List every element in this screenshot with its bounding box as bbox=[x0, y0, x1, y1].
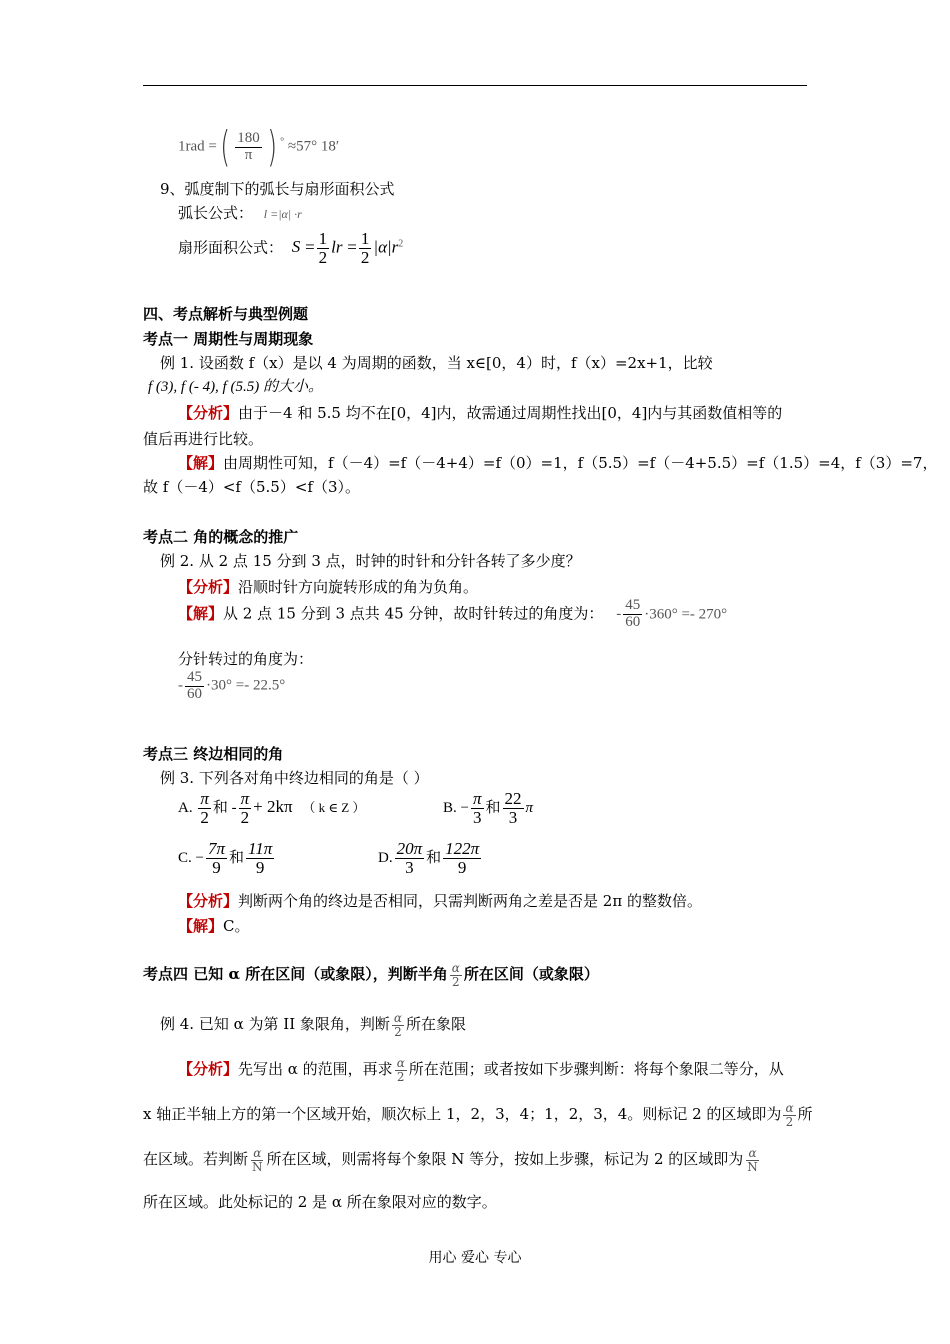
arc-length-label: 弧长公式： bbox=[178, 204, 254, 222]
section-title: 四、考点解析与典型例题 bbox=[143, 305, 309, 323]
kd3-solution bbox=[178, 917, 250, 935]
d-den2: 9 bbox=[457, 857, 467, 877]
c-num2: 11π bbox=[248, 839, 273, 858]
option-c bbox=[178, 840, 276, 877]
kd4-analysis-line1 bbox=[178, 1057, 784, 1083]
analysis-tag: 【分析】 bbox=[178, 578, 239, 596]
item-9-title: 9、弧度制下的弧长与扇形面积公式 bbox=[160, 180, 395, 198]
option-c-label: C. − bbox=[178, 849, 204, 866]
fx-alpha-den: 2 bbox=[396, 1069, 405, 1084]
rad-approx: ≈57° 18′ bbox=[287, 138, 340, 155]
a-condition: （ k ∈ Z ） bbox=[302, 799, 366, 815]
kd3-title: 考点三 终边相同的角 bbox=[143, 745, 284, 763]
kd1-analysis-line1 bbox=[178, 404, 782, 422]
sector-half-den: 2 bbox=[318, 247, 328, 267]
rad-conversion-formula: 1rad =( $\frac{180}{\pi}$ ) ° ≈57° 18′ bbox=[178, 122, 340, 171]
sector-lr: lr bbox=[331, 237, 343, 257]
c-and: 和 bbox=[229, 849, 245, 866]
kd3-example: 例 3. 下列各对角中终边相同的角是（ ） bbox=[160, 769, 429, 787]
kd3-analysis-text: 判断两个角的终边是否相同，只需判断两角之差是否是 2π 的整数倍。 bbox=[238, 892, 702, 910]
c-num1: 7π bbox=[207, 839, 225, 858]
kd4-analysis-line2 bbox=[143, 1102, 813, 1128]
kd1-example-line1: 例 1. 设函数 f（x）是以 4 为周期的函数，当 x∈[0，4）时，f（x）=2x+1，比较 bbox=[160, 354, 713, 372]
kd4-example bbox=[160, 1012, 466, 1038]
solution-tag: 【解】 bbox=[178, 604, 224, 623]
sector-eq2: = bbox=[347, 237, 357, 257]
hour-result: ·360° =- 270° bbox=[644, 606, 728, 623]
a-den1: 2 bbox=[200, 807, 209, 827]
rad-lhs: 1rad bbox=[178, 138, 205, 155]
kd4-analysis-2b: 所 bbox=[797, 1105, 813, 1124]
fx3b-n-den: N bbox=[747, 1159, 758, 1174]
b-num1: π bbox=[472, 789, 482, 808]
kd1-title: 考点一 周期性与周期现象 bbox=[143, 330, 314, 348]
fx3b-alpha-num: α bbox=[748, 1146, 757, 1160]
ex-alpha-num: α bbox=[393, 1011, 403, 1025]
kd3-analysis bbox=[178, 892, 702, 910]
kd1-analysis-text: 由于－4 和 5.5 均不在[0，4]内，故需通过周期性找出[0，4]内与其函数值相等的 bbox=[238, 404, 783, 422]
page-footer: 用心 爱心 专心 bbox=[428, 1250, 522, 1266]
sector-exponent: 2 bbox=[398, 238, 404, 250]
d-num2: 122π bbox=[445, 839, 480, 858]
kd1-example-line2: f (3), f (- 4), f (5.5) 的大小。 bbox=[148, 379, 323, 395]
kd2-solution: 【解】从 2 点 15 分到 3 点共 45 分钟，故时针转过的角度为： - $\frac{45}{60}$ ·360° =- 270° bbox=[178, 597, 728, 630]
sector-s: S bbox=[291, 237, 301, 257]
half-alpha-den: 2 bbox=[451, 974, 460, 989]
kd4-analysis-1a: 先写出 α 的范围，再求 bbox=[238, 1060, 393, 1079]
sector-area-line bbox=[178, 230, 403, 267]
kd4-analysis-line3 bbox=[143, 1147, 762, 1173]
kd4-title-b: 所在区间（或象限） bbox=[463, 965, 599, 984]
fx-alpha-num: α bbox=[396, 1056, 405, 1070]
option-a bbox=[178, 790, 365, 827]
kd1-solution-line1 bbox=[178, 454, 937, 472]
kd1-solution-line2: 故 f（－4）<f（5.5）<f（3）。 bbox=[143, 478, 361, 496]
kd4-analysis-line4: 所在区域。此处标记的 2 是 α 所在象限对应的数字。 bbox=[143, 1193, 497, 1211]
kd2-solution-text: 从 2 点 15 分到 3 点共 45 分钟，故时针转过的角度为： bbox=[223, 604, 604, 623]
kd4-analysis-3b: 所在区域，则需将每个象限 N 等分，按如上步骤，标记为 2 的区域即为 bbox=[266, 1150, 744, 1169]
rad-numerator: 180 bbox=[237, 129, 260, 146]
c-den2: 9 bbox=[255, 857, 265, 877]
kd2-analysis-text: 沿顺时针方向旋转形成的角为负角。 bbox=[238, 578, 479, 596]
kd4-example-b: 所在象限 bbox=[406, 1015, 467, 1034]
ex-alpha-den: 2 bbox=[394, 1024, 402, 1039]
b-den2: 3 bbox=[508, 807, 518, 827]
a-and: 和 - bbox=[212, 799, 237, 816]
sector-eq1: = bbox=[305, 237, 315, 257]
b-and: 和 bbox=[485, 799, 501, 816]
sector-half-num-2: 1 bbox=[360, 229, 370, 248]
option-b bbox=[443, 790, 533, 827]
kd4-title-a: 考点四 已知 α 所在区间（或象限），判断半角 bbox=[143, 965, 448, 984]
kd3-solution-text: C。 bbox=[223, 917, 250, 935]
rad-denominator: π bbox=[244, 146, 253, 163]
sector-area-label: 扇形面积公式： bbox=[178, 238, 284, 257]
kd4-analysis-1b: 所在范围；或者按如下步骤判断：将每个象限二等分，从 bbox=[408, 1060, 784, 1079]
a-den2: 2 bbox=[240, 807, 250, 827]
fx3-n-den: N bbox=[252, 1159, 263, 1174]
solution-tag: 【解】 bbox=[178, 454, 224, 472]
b-num2: 22 bbox=[504, 789, 522, 808]
kd1-analysis-line2: 值后再进行比较。 bbox=[143, 430, 264, 448]
kd4-title bbox=[143, 962, 599, 988]
analysis-tag: 【分析】 bbox=[178, 892, 239, 910]
kd2-title: 考点二 角的概念的推广 bbox=[143, 528, 299, 546]
arc-length-line bbox=[178, 204, 302, 222]
analysis-tag: 【分析】 bbox=[178, 1060, 239, 1079]
hour-den: 60 bbox=[625, 613, 641, 630]
option-b-label: B. − bbox=[443, 799, 469, 816]
c-den1: 9 bbox=[212, 857, 221, 877]
kd2-example: 例 2. 从 2 点 15 分到 3 点，时钟的时针和分针各转了多少度？ bbox=[160, 552, 581, 570]
b-den1: 3 bbox=[472, 807, 482, 827]
minute-num: 45 bbox=[187, 669, 202, 685]
kd4-analysis-2a: x 轴正半轴上方的第一个区域开始，顺次标上 1，2，3，4；1，2，3，4。则标记 2 的区域即为 bbox=[143, 1105, 782, 1124]
kd4-example-a: 例 4. 已知 α 为第 II 象限角，判断 bbox=[160, 1015, 390, 1034]
hour-num: 45 bbox=[625, 597, 641, 613]
option-d bbox=[378, 840, 483, 877]
analysis-tag: 【分析】 bbox=[178, 404, 239, 422]
sector-alpha-r: |α|r bbox=[373, 237, 399, 257]
option-d-label: D. bbox=[378, 849, 393, 866]
kd2-minute-label: 分针转过的角度为： bbox=[178, 650, 314, 668]
kd4-analysis-3a: 在区域。若判断 bbox=[143, 1150, 249, 1169]
minute-result: ·30° =- 22.5° bbox=[206, 677, 286, 694]
minute-den: 60 bbox=[187, 685, 202, 702]
kd2-minute-formula: - $\frac{45}{60}$ ·30° =- 22.5° bbox=[178, 669, 286, 702]
a-num1: π bbox=[200, 789, 209, 808]
option-a-label: A. bbox=[178, 799, 193, 816]
a-num2: π bbox=[240, 789, 250, 808]
b-pi: π bbox=[525, 799, 534, 816]
kd2-analysis bbox=[178, 578, 478, 596]
fx2-alpha-den: 2 bbox=[785, 1114, 794, 1129]
solution-tag: 【解】 bbox=[178, 917, 224, 935]
sector-half-den-2: 2 bbox=[360, 247, 370, 267]
a-tail: + 2kπ bbox=[253, 796, 293, 816]
d-and: 和 bbox=[426, 849, 442, 866]
d-num1: 20π bbox=[396, 839, 423, 858]
arc-length-formula: l =|α| ·r bbox=[263, 207, 302, 221]
fx3-alpha-num: α bbox=[253, 1146, 262, 1160]
sector-half-num: 1 bbox=[318, 229, 328, 248]
kd1-solution-text: 由周期性可知，f（－4）=f（－4+4）=f（0）=1，f（5.5）=f（－4+5.5）=f（1.5）=4，f（3）=7， bbox=[223, 454, 938, 472]
d-den1: 3 bbox=[405, 857, 414, 877]
fx2-alpha-num: α bbox=[785, 1101, 794, 1115]
half-alpha-num: α bbox=[451, 961, 460, 975]
header-rule bbox=[143, 85, 807, 86]
